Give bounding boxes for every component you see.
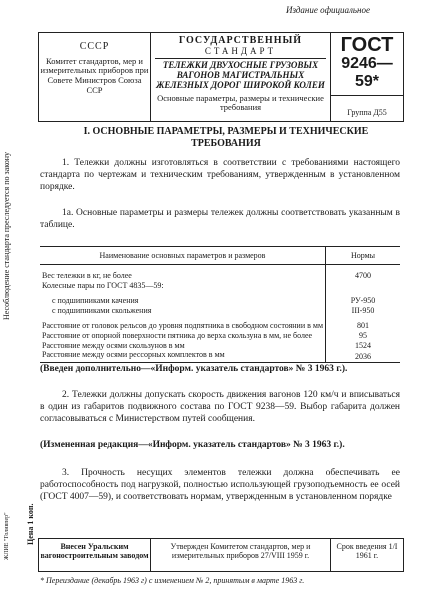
header-norm: Нормы xyxy=(326,247,401,265)
cell-param: Расстояние от головок рельсов до уровня подпятника в свободном состоянии в мм xyxy=(42,321,324,331)
standard-label-2: СТАНДАРТ xyxy=(155,46,326,59)
group-label: Группа Д55 xyxy=(347,108,387,117)
cell-norm: III-950 xyxy=(326,306,401,316)
paragraph-3: 3. Прочность несущих элементов тележки должна обеспечивать ее работоспособность под нагрузкой, полностью использующей грузоподъемность ее осей (ГОСТ 4007—59), и соответствовать нормам, утвержденным в установленном порядке xyxy=(40,468,400,502)
introduced-by: Внесен Уральским вагоностроительным заводом xyxy=(39,539,151,571)
cell-param: с подшипниками качения xyxy=(52,296,139,306)
approved-by: Утвержден Комитетом стандартов, мер и измерительных приборов 27/VIII 1959 г. xyxy=(151,539,331,571)
title-cell xyxy=(151,33,331,121)
section-title: I. ОСНОВНЫЕ ПАРАМЕТРЫ, РАЗМЕРЫ И ТЕХНИЧЕСКИЕ ТРЕБОВАНИЯ xyxy=(83,126,369,149)
note-added: (Введен дополнительно—«Информ. указатель стандартов» № 3 1963 г.). xyxy=(40,364,348,374)
gost-label: ГОСТ xyxy=(340,34,394,56)
table-row xyxy=(40,341,400,351)
gost-number: 9246—59* xyxy=(331,55,403,96)
ussr-label: СССР xyxy=(79,41,110,52)
cell-norm xyxy=(326,281,401,291)
printer-mark: ЖЛИЕ "Голивпер" xyxy=(4,512,10,560)
document-subtitle: Основные параметры, размеры и технические требования xyxy=(157,92,324,113)
parameters-table xyxy=(40,246,400,363)
price-label: Цена 1 коп. xyxy=(26,503,35,545)
note-changed: (Измененная редакция—«Информ. указатель стандартов» № 3 1963 г.). xyxy=(40,440,345,450)
effective-date: Срок введения 1/I 1961 г. xyxy=(336,542,398,560)
footer-block xyxy=(38,538,404,572)
header-param: Наименование основных параметров и размеров xyxy=(40,247,326,265)
table-row xyxy=(40,281,400,291)
cell-param: Вес тележки в кг, не более xyxy=(42,271,132,280)
edition-label: Издание официальное xyxy=(285,5,370,15)
cell-norm: 2036 xyxy=(326,350,401,362)
cell-param: Расстояние от опорной поверхности пятника до верха скользуна в мм, не более xyxy=(42,330,313,340)
reissue-note: * Переиздание (декабрь 1963 г) с изменением № 2, принятым в марте 1963 г. xyxy=(40,576,305,585)
cell-norm: 95 xyxy=(326,331,401,341)
table-row xyxy=(40,315,400,331)
paragraph-1a: 1а. Основные параметры и размеры тележек должны соответствовать указанным в таблице. xyxy=(40,208,400,230)
standard-label-1: ГОСУДАРСТВЕННЫЙ xyxy=(178,35,303,46)
table-header-row xyxy=(40,247,400,265)
paragraph-1: 1. Тележки должны изготовляться в соответствии с требованиями настоящего стандарта по чертежам и техническим требованиям, утвержденным в установленном порядке. xyxy=(40,158,400,192)
cell-norm: 801 xyxy=(326,315,401,331)
side-legal-note: Несоблюдение стандарта преследуется по закону xyxy=(2,152,11,320)
cell-param: с подшипниками скольжения xyxy=(52,305,152,315)
issuer-cell xyxy=(39,33,151,121)
document-title: ТЕЛЕЖКИ ДВУХОСНЫЕ ГРУЗОВЫХ ВАГОНОВ МАГИСТРАЛЬНЫХ ЖЕЛЕЗНЫХ ДОРОГ ШИРОКОЙ КОЛЕИ xyxy=(156,60,325,90)
paragraph-2: 2. Тележки должны допускать скорость движения вагонов 120 км/ч и вписываться в один из габаритов подвижного состава по ГОСТ 9238—59. Выбор габарита должен согласовываться с Министерством путей сообщения. xyxy=(40,390,400,424)
table-row xyxy=(40,265,400,281)
cell-norm: РУ-950 xyxy=(326,290,401,306)
gost-cell xyxy=(331,33,403,121)
table-row xyxy=(40,290,400,306)
cell-param: Расстояние между осями рессорных комплектов в мм xyxy=(40,350,326,362)
table-row xyxy=(40,350,400,362)
header-block xyxy=(38,32,404,122)
committee-label: Комитет стандартов, мер и измерительных приборов при Совете Министров Союза ССР xyxy=(40,55,149,95)
table-row xyxy=(40,331,400,341)
cell-norm: 4700 xyxy=(326,265,401,281)
table-row xyxy=(40,306,400,316)
cell-param: Расстояние между осями скользунов в мм xyxy=(42,340,185,350)
cell-norm: 1524 xyxy=(326,341,401,351)
cell-param: Колесные пары по ГОСТ 4835—59: xyxy=(42,280,164,290)
